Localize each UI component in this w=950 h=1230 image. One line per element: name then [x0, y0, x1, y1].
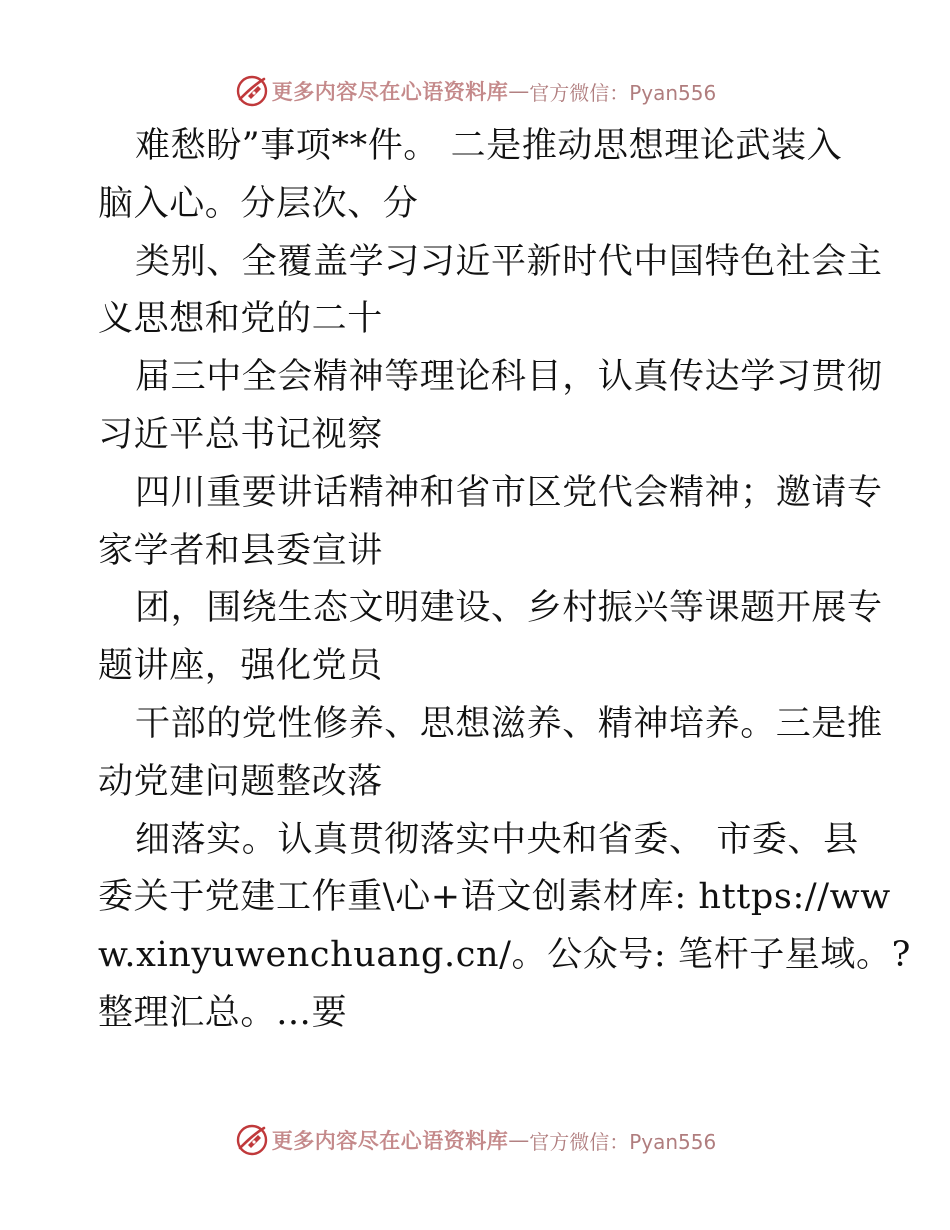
document-body [98, 118, 911, 1043]
footer-banner [0, 1120, 950, 1160]
text-line: 难愁盼”事项**件。 二是推动思想理论武装入 [135, 126, 843, 166]
text-line: 脑入心。分层次、分 [98, 183, 419, 224]
text-line: 细落实。认真贯彻落实中央和省委、 市委、县 [135, 819, 859, 860]
banner-main-text: 更多内容尽在心语资料库 [271, 79, 509, 104]
header-banner [0, 71, 950, 111]
banner-sub-text: 官方微信：Pyan556 [529, 80, 717, 105]
text-line: 委关于党建工作重\心+语文创素材库: https://ww [98, 877, 891, 918]
text-line: 题讲座，强化党员 [98, 646, 383, 687]
text-line: 习近平总书记视察 [98, 414, 383, 455]
text-line: 团，围绕生态文明建设、乡村振兴等课题开展专 [135, 588, 883, 629]
pen-nib-logo-icon [234, 73, 270, 109]
text-line: 四川重要讲话精神和省市区党代会精神；邀请专 [135, 472, 883, 513]
text-line: 干部的党性修养、思想滋养、精神培养。三是推 [135, 703, 883, 744]
banner-main-text: 更多内容尽在心语资料库 [271, 1128, 509, 1153]
banner-sub-text: 官方微信：Pyan556 [529, 1129, 717, 1154]
text-line: 整理汇总。…要 [98, 992, 348, 1033]
text-line: 类别、全覆盖学习习近平新时代中国特色社会主 [135, 241, 883, 282]
banner-separator: — [508, 1128, 530, 1152]
text-line: 届三中全会精神等理论科目，认真传达学习贯彻 [135, 357, 883, 398]
text-line: w.xinyuwenchuang.cn/。公众号: 笔杆子星域。? [98, 935, 911, 976]
banner-separator: — [508, 79, 530, 103]
text-line: 家学者和县委宣讲 [98, 530, 383, 571]
text-line: 义思想和党的二十 [98, 299, 383, 340]
pen-nib-logo-icon [234, 1122, 270, 1158]
text-line: 动党建问题整改落 [98, 761, 383, 802]
